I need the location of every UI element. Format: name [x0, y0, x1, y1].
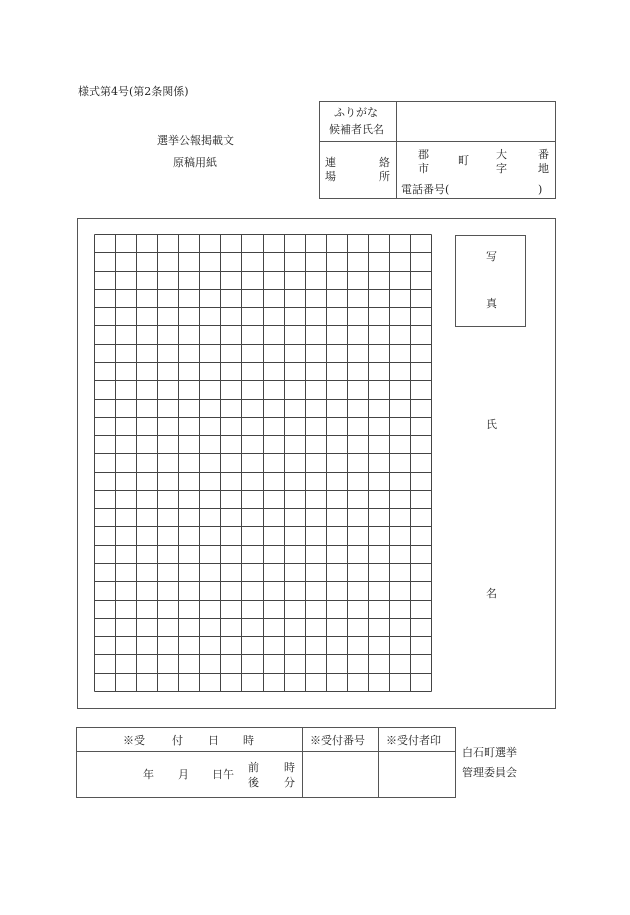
reception-nichi-gozen: 日午: [212, 768, 234, 781]
candidate-table-row-divider: [319, 141, 556, 142]
photo-char-1: 写: [486, 250, 497, 263]
reception-nen: 年: [143, 768, 154, 781]
reception-header-tsuki: 付: [172, 734, 183, 747]
candidate-name-label: 候補者氏名: [329, 123, 384, 136]
address-ban: 番: [538, 148, 549, 161]
contact-label-4: 所: [379, 170, 390, 183]
photo-char-2: 真: [486, 297, 497, 310]
candidate-name-field[interactable]: [397, 102, 555, 140]
reception-stamp-label: ※受付者印: [386, 734, 441, 747]
manuscript-grid[interactable]: [94, 234, 432, 692]
address-machi: 町: [458, 154, 469, 167]
reception-ji: 時: [284, 761, 295, 774]
reception-go: 後: [248, 776, 259, 789]
reception-fun: 分: [284, 776, 295, 789]
address-aza: 字: [496, 162, 507, 175]
reception-header-mark: ※受: [123, 734, 145, 747]
photo-box[interactable]: [455, 235, 526, 327]
contact-label-1: 連: [325, 156, 336, 169]
committee-line-2: 管理委員会: [462, 766, 517, 779]
reception-header-ji: 時: [243, 734, 254, 747]
address-gun: 郡: [418, 148, 429, 161]
name-char-2: 名: [486, 587, 497, 600]
reception-number-label: ※受付番号: [310, 734, 365, 747]
address-oaza: 大: [496, 148, 507, 161]
reception-header-nichi: 日: [208, 734, 219, 747]
reception-zen: 前: [248, 761, 259, 774]
furigana-label: ふりがな: [334, 106, 378, 119]
document-subtitle: 原稿用紙: [173, 156, 217, 169]
phone-label: 電話番号(: [401, 183, 450, 196]
reception-number-field[interactable]: [303, 752, 377, 797]
address-shi: 市: [418, 162, 429, 175]
address-chi: 地: [538, 162, 549, 175]
name-char-1: 氏: [486, 418, 497, 431]
phone-close-paren: ): [538, 183, 543, 196]
contact-label-2: 絡: [379, 156, 390, 169]
document-title: 選挙公報掲載文: [157, 134, 234, 147]
form-number: 様式第4号(第2条関係): [78, 85, 189, 98]
reception-stamp-field[interactable]: [379, 752, 455, 797]
committee-line-1: 白石町選挙: [462, 746, 517, 759]
reception-gatsu: 月: [178, 768, 189, 781]
contact-label-3: 場: [325, 170, 336, 183]
